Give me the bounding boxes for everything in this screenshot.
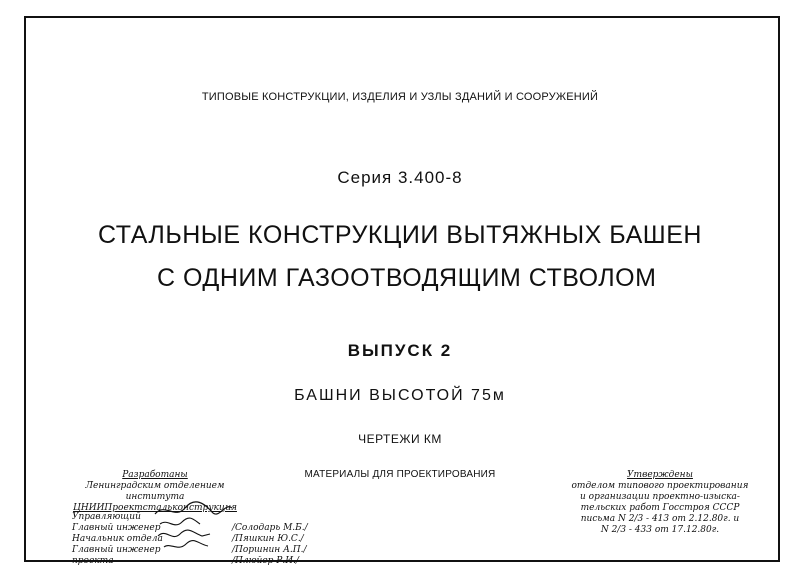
developer-heading: Разработаны [122,470,188,480]
document-header: ТИПОВЫЕ КОНСТРУКЦИИ, ИЗДЕЛИЯ И УЗЛЫ ЗДАНИЙ И СООРУЖЕНИЙ [201,91,599,103]
staff-role: Главный инженер [72,523,161,533]
staff-name: /Плюйер Р.И./ [232,556,299,566]
signature-4 [164,541,208,548]
developer-line-3: ЦНИИПроектстальконструкция [73,503,237,513]
staff-name: /Поршнин А.П./ [232,545,307,555]
tower-height-subject: БАШНИ ВЫСОТОЙ 75м [294,387,506,404]
staff-role: Главный инженер проекта [72,545,161,566]
staff-name: /Солодарь М.Б./ [232,523,308,533]
developer-line-1: Ленинградским отделением [85,481,225,491]
approval-line-3: тельских работ Госстроя СССР [580,503,740,513]
approval-line-1: отделом типового проектирования [571,481,749,491]
drawings-label: ЧЕРТЕЖИ КМ [358,432,442,446]
series-number: Серия 3.400-8 [337,168,463,187]
developer-line-2: института [125,492,185,502]
handwritten-signatures [150,498,240,558]
approval-line-4: письма N 2/3 - 413 от 2.12.80г. и [580,514,740,524]
approval-block [560,470,760,536]
staff-role: Начальник отдела [72,534,163,544]
approval-line-5: N 2/3 - 433 от 17.12.80г. [600,525,720,535]
materials-label: МАТЕРИАЛЫ ДЛЯ ПРОЕКТИРОВАНИЯ [304,469,496,480]
signature-1 [155,502,232,514]
title-line-1: СТАЛЬНЫЕ КОНСТРУКЦИИ ВЫТЯЖНЫХ БАШЕН [98,221,702,249]
signature-2 [160,518,200,525]
approval-line-2: и организации проектно-изыска- [580,492,740,502]
staff-name [232,512,312,523]
approval-heading: Утверждены [627,470,693,480]
staff-role: Управляющий [72,512,141,522]
signature-3 [158,530,210,537]
staff-name: /Пяшкин Ю.С./ [232,534,304,544]
title-line-2: С ОДНИМ ГАЗООТВОДЯЩИМ СТВОЛОМ [157,264,657,292]
issue-number: ВЫПУСК 2 [347,341,453,360]
